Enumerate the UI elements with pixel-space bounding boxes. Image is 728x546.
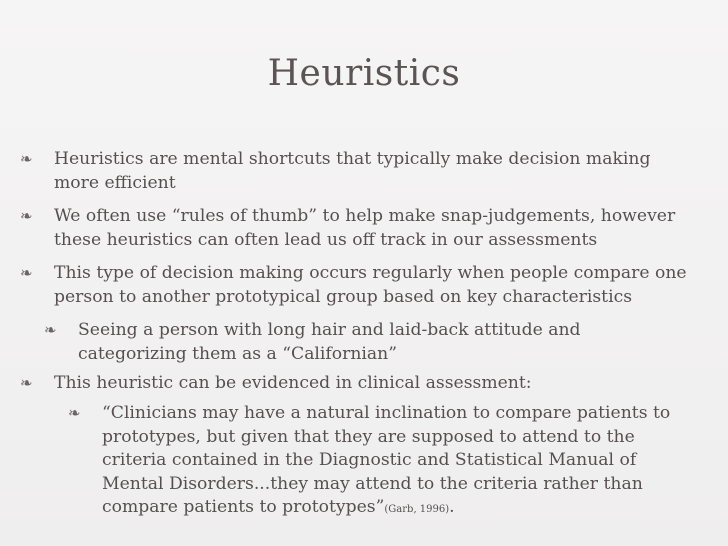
fleuron-bullet-icon: ❧ [20,150,33,168]
bullet-item [20,205,714,252]
citation: (Garb, 1996) [384,504,450,515]
quote-text: “Clinicians may have a natural inclination to compare patients to prototypes, but given that they are supposed to attend to the criteria contained in the Diagnostic and Statistical Manual of Mental Disorders...they may attend to the criteria rather than compare patients to prototypes” [102,403,671,517]
quote-end-period: . [449,497,455,517]
bullet-item [20,372,694,396]
bullet-text: This heuristic can be evidenced in clinical assessment: [54,373,532,393]
quote-bullet-item [68,402,702,522]
fleuron-bullet-icon: ❧ [20,374,33,392]
quote-text-block [102,402,702,522]
bullet-text: We often use “rules of thumb” to help make snap-judgements, however these heuristics can often lead us off track in our assessments [54,206,676,250]
fleuron-bullet-icon: ❧ [68,404,81,422]
bullet-item [20,148,694,195]
fleuron-bullet-icon: ❧ [20,264,33,282]
bullet-text: Heuristics are mental shortcuts that typically make decision making more efficient [54,149,651,193]
bullet-item [20,262,714,309]
bullet-text: This type of decision making occurs regularly when people compare one person to another prototypical group based on key characteristics [54,263,687,307]
bullet-text: Seeing a person with long hair and laid-back attitude and categorizing them as a “Californian” [78,320,581,364]
fleuron-bullet-icon: ❧ [44,321,57,339]
sub-bullet-item [44,319,638,366]
slide-title: Heuristics [267,53,461,94]
fleuron-bullet-icon: ❧ [20,207,33,225]
